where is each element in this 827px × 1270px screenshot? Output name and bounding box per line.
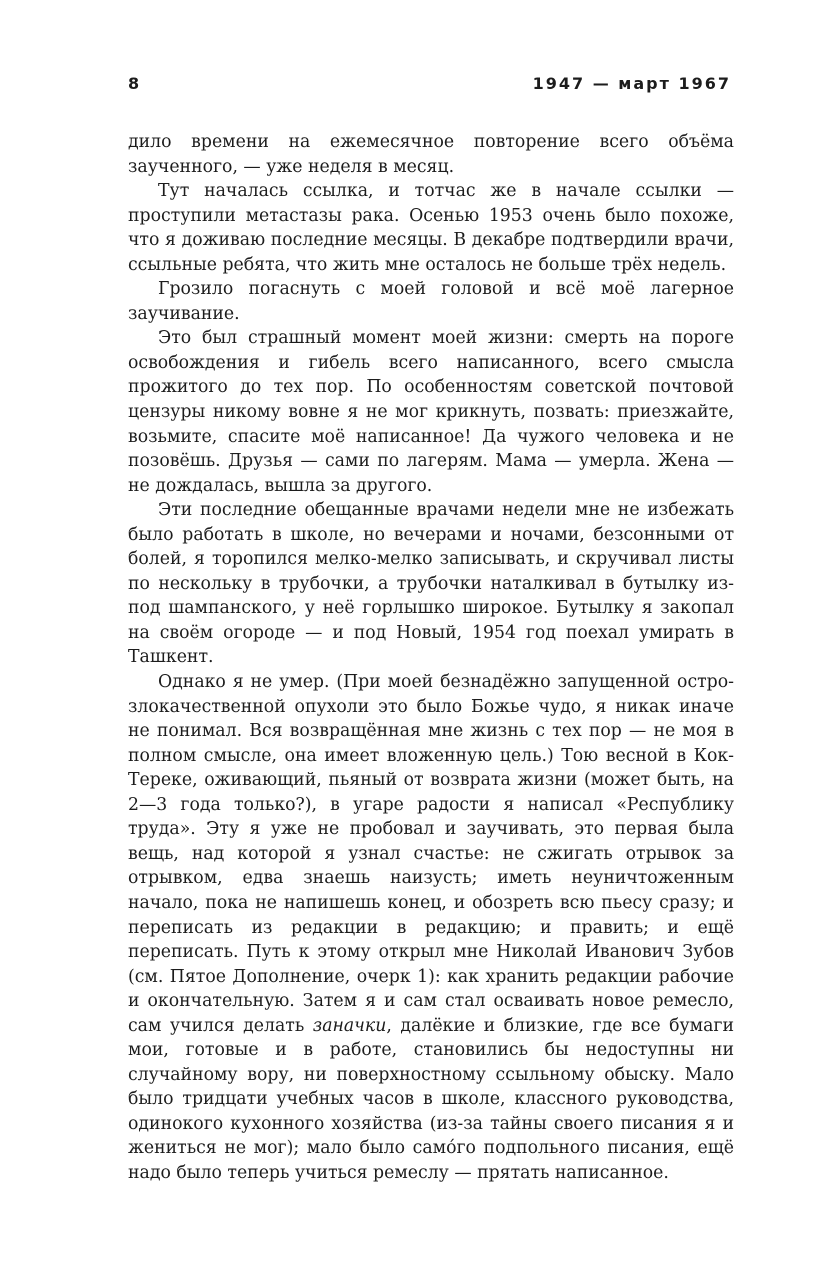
paragraph: Эти последние обещанные врачами недели мне не избежать было работать в школе, но вечерами и ночами, безсонными от болей, я торопился мелко-мелко записывать, и скручивал листы по нескольку в трубочки, а трубочки наталкивал в бутылку из-под шампанского, у неё горлышко широкое. Бутылку я закопал на своём огороде — и под Новый, 1954 год поехал умирать в Ташкент. — [128, 500, 734, 668]
paragraph: дило времени на ежемесячное повторение всего объёма заученного, — уже неделя в месяц. — [128, 132, 734, 177]
paragraph-text-part: Однако я не умер. (При моей безнадёжно запущенной острозлокачественной опухоли это было Божье чудо, я никак иначе не понимал. Вся возвращённая мне жизнь с тех пор — не моя в полном смысле, она имеет вложенную цель.) Тою весной в Кок-Тереке, оживающий, пьяный от возврата жизни (может быть, на 2—3 года только?), в угаре радости я написал «Республику труда». Эту я уже не пробовал и заучивать, это первая была вещь, над которой я узнал счастье: не сжигать отрывок за отрывком, едва знаешь наизусть; иметь неуничтоженным начало, пока не напишешь конец, и обозреть всю пьесу сразу; и переписать из редакции в редакцию; и править; и ещё переписать. Путь к этому открыл мне Николай Иванович Зубов (см. Пятое Дополнение, очерк 1): как хранить редакции рабочие и окончательную. Затем я и сам стал осваивать новое ремесло, сам учился делать — [128, 672, 734, 1036]
paragraph: Это был страшный момент моей жизни: смерть на пороге освобождения и гибель всего написанного, всего смысла прожитого до тех пор. По особенностям советской почтовой цензуры никому вовне я не мог крикнуть, позвать: приезжайте, возьмите, спасите моё написанное! Да чужого человека и не позовёшь. Друзья — сами по лагерям. Мама — умерла. Жена — не дождалась, вышла за другого. — [128, 328, 734, 496]
running-head: 1947 — март 1967 — [532, 74, 731, 93]
paragraph: Грозило погаснуть с моей головой и всё моё лагерное заучивание. — [128, 279, 734, 324]
paragraph — [128, 670, 734, 1185]
page-header — [128, 74, 731, 98]
paragraph: Тут началась ссылка, и тотчас же в начале ссылки — проступили метастазы рака. Осенью 1953 очень было похоже, что я доживаю последние месяцы. В декабре подтвердили врачи, ссыльные ребята, что жить мне осталось не больше трёх недель. — [128, 181, 734, 275]
paragraph-text-part: , далёкие и близкие, где все бумаги мои, готовые и в работе, становились бы недоступны ни случайному вору, ни поверхностному ссыльному обыску. Мало было тридцати учебных часов в школе, классного руководства, одинокого кухонного хозяйства (из-за тайны своего писания я и жениться не мог); мало было само́го подпольного писания, ещё надо было теперь учиться ремеслу — прятать написанное. — [128, 1015, 734, 1183]
italic-term: заначки — [312, 1015, 387, 1036]
page-number: 8 — [128, 74, 142, 93]
body-text — [128, 130, 734, 1186]
